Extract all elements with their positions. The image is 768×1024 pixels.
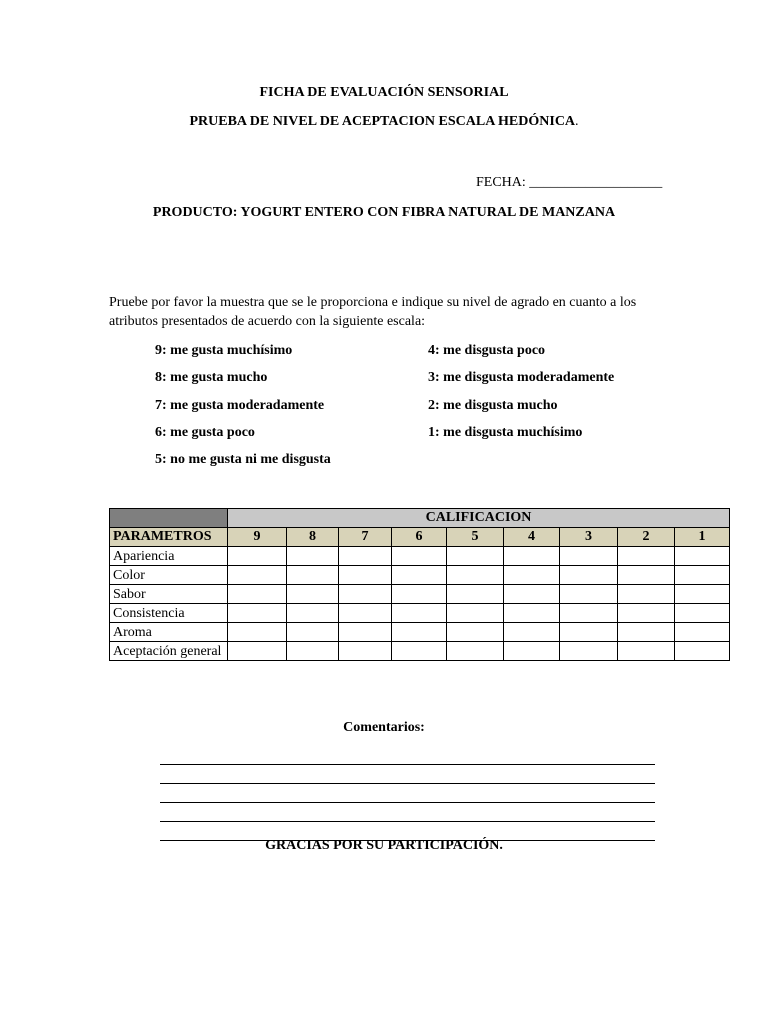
table-corner-cell — [110, 509, 228, 528]
rating-cell-4[interactable] — [504, 585, 560, 604]
rating-cell-2[interactable] — [618, 604, 675, 623]
rating-cell-8[interactable] — [287, 547, 339, 566]
rating-cell-4[interactable] — [504, 566, 560, 585]
rating-cell-5[interactable] — [447, 623, 504, 642]
score-header-2: 2 — [618, 528, 675, 547]
rating-cell-3[interactable] — [560, 547, 618, 566]
product-label: PRODUCTO: YOGURT ENTERO CON FIBRA NATURAL DE MANZANA — [152, 205, 616, 220]
scale-item-8: 8: me gusta mucho — [155, 370, 268, 385]
scale-item-6: 6: me gusta poco — [155, 425, 255, 440]
form-title: FICHA DE EVALUACIÓN SENSORIAL — [259, 85, 509, 100]
rating-cell-6[interactable] — [392, 566, 447, 585]
parameter-label: Consistencia — [110, 604, 228, 623]
parameter-label: Sabor — [110, 585, 228, 604]
rating-cell-4[interactable] — [504, 642, 560, 661]
table-body — [110, 547, 730, 661]
table-row — [110, 547, 730, 566]
comment-line[interactable] — [160, 784, 655, 803]
rating-cell-9[interactable] — [228, 642, 287, 661]
rating-cell-9[interactable] — [228, 547, 287, 566]
rating-cell-7[interactable] — [339, 566, 392, 585]
parameter-label: Aroma — [110, 623, 228, 642]
scale-item-7: 7: me gusta moderadamente — [155, 398, 325, 413]
table-row — [110, 604, 730, 623]
score-header-4: 4 — [504, 528, 560, 547]
subtitle-text: PRUEBA DE NIVEL DE ACEPTACION ESCALA HEDÓNICA — [189, 114, 576, 129]
rating-cell-8[interactable] — [287, 566, 339, 585]
rating-cell-8[interactable] — [287, 585, 339, 604]
rating-cell-5[interactable] — [447, 547, 504, 566]
rating-cell-6[interactable] — [392, 604, 447, 623]
thanks-message: GRACIAS POR SU PARTICIPACIÓN. — [265, 838, 503, 853]
scale-item-4: 4: me disgusta poco — [428, 343, 546, 358]
scale-item-9: 9: me gusta muchísimo — [155, 343, 293, 358]
score-header-5: 5 — [447, 528, 504, 547]
table-header-row-top — [110, 509, 730, 528]
calificacion-header: CALIFICACION — [228, 509, 730, 528]
rating-cell-2[interactable] — [618, 566, 675, 585]
comment-line[interactable] — [160, 803, 655, 822]
rating-cell-3[interactable] — [560, 604, 618, 623]
score-header-1: 1 — [675, 528, 730, 547]
rating-cell-7[interactable] — [339, 604, 392, 623]
rating-cell-7[interactable] — [339, 585, 392, 604]
table-row — [110, 623, 730, 642]
rating-cell-7[interactable] — [339, 623, 392, 642]
table-row — [110, 585, 730, 604]
rating-cell-9[interactable] — [228, 585, 287, 604]
rating-cell-7[interactable] — [339, 642, 392, 661]
parameter-label: Color — [110, 566, 228, 585]
comment-lines — [160, 746, 655, 841]
scale-item-5: 5: no me gusta ni me disgusta — [155, 452, 331, 467]
score-header-9: 9 — [228, 528, 287, 547]
rating-cell-2[interactable] — [618, 547, 675, 566]
rating-cell-8[interactable] — [287, 604, 339, 623]
table-header-row-scores — [110, 528, 730, 547]
score-header-6: 6 — [392, 528, 447, 547]
rating-cell-8[interactable] — [287, 623, 339, 642]
rating-cell-1[interactable] — [675, 642, 730, 661]
rating-cell-3[interactable] — [560, 623, 618, 642]
rating-cell-8[interactable] — [287, 642, 339, 661]
score-header-7: 7 — [339, 528, 392, 547]
parameter-label: Aceptación general — [110, 642, 228, 661]
table-row — [110, 566, 730, 585]
rating-cell-7[interactable] — [339, 547, 392, 566]
rating-cell-5[interactable] — [447, 642, 504, 661]
rating-cell-2[interactable] — [618, 642, 675, 661]
subtitle-period: . — [575, 114, 579, 129]
rating-cell-6[interactable] — [392, 585, 447, 604]
rating-cell-2[interactable] — [618, 585, 675, 604]
rating-cell-3[interactable] — [560, 585, 618, 604]
form-subtitle — [0, 114, 768, 130]
rating-cell-6[interactable] — [392, 642, 447, 661]
table-row — [110, 642, 730, 661]
rating-cell-9[interactable] — [228, 623, 287, 642]
score-header-3: 3 — [560, 528, 618, 547]
rating-cell-4[interactable] — [504, 623, 560, 642]
comments-label: Comentarios: — [343, 720, 425, 735]
rating-cell-4[interactable] — [504, 547, 560, 566]
date-field[interactable]: FECHA: ___________________ — [476, 175, 663, 190]
rating-cell-2[interactable] — [618, 623, 675, 642]
rating-cell-6[interactable] — [392, 623, 447, 642]
rating-table — [109, 508, 730, 661]
score-header-8: 8 — [287, 528, 339, 547]
rating-cell-3[interactable] — [560, 566, 618, 585]
rating-cell-4[interactable] — [504, 604, 560, 623]
rating-cell-1[interactable] — [675, 547, 730, 566]
parameter-label: Apariencia — [110, 547, 228, 566]
rating-cell-1[interactable] — [675, 604, 730, 623]
rating-cell-9[interactable] — [228, 566, 287, 585]
scale-item-2: 2: me disgusta mucho — [428, 398, 558, 413]
instructions-text: Pruebe por favor la muestra que se le proporciona e indique su nivel de agrado en cuanto a los atributos presentados de acuerdo con la siguiente escala: — [109, 295, 637, 329]
rating-cell-5[interactable] — [447, 566, 504, 585]
rating-cell-6[interactable] — [392, 547, 447, 566]
scale-item-1: 1: me disgusta muchísimo — [428, 425, 583, 440]
comment-line[interactable] — [160, 746, 655, 765]
rating-cell-1[interactable] — [675, 623, 730, 642]
comment-line[interactable] — [160, 765, 655, 784]
rating-cell-5[interactable] — [447, 604, 504, 623]
rating-cell-3[interactable] — [560, 642, 618, 661]
rating-cell-5[interactable] — [447, 585, 504, 604]
rating-cell-9[interactable] — [228, 604, 287, 623]
scale-item-3: 3: me disgusta moderadamente — [428, 370, 615, 385]
rating-cell-1[interactable] — [675, 566, 730, 585]
parametros-header: PARAMETROS — [110, 528, 228, 547]
rating-cell-1[interactable] — [675, 585, 730, 604]
